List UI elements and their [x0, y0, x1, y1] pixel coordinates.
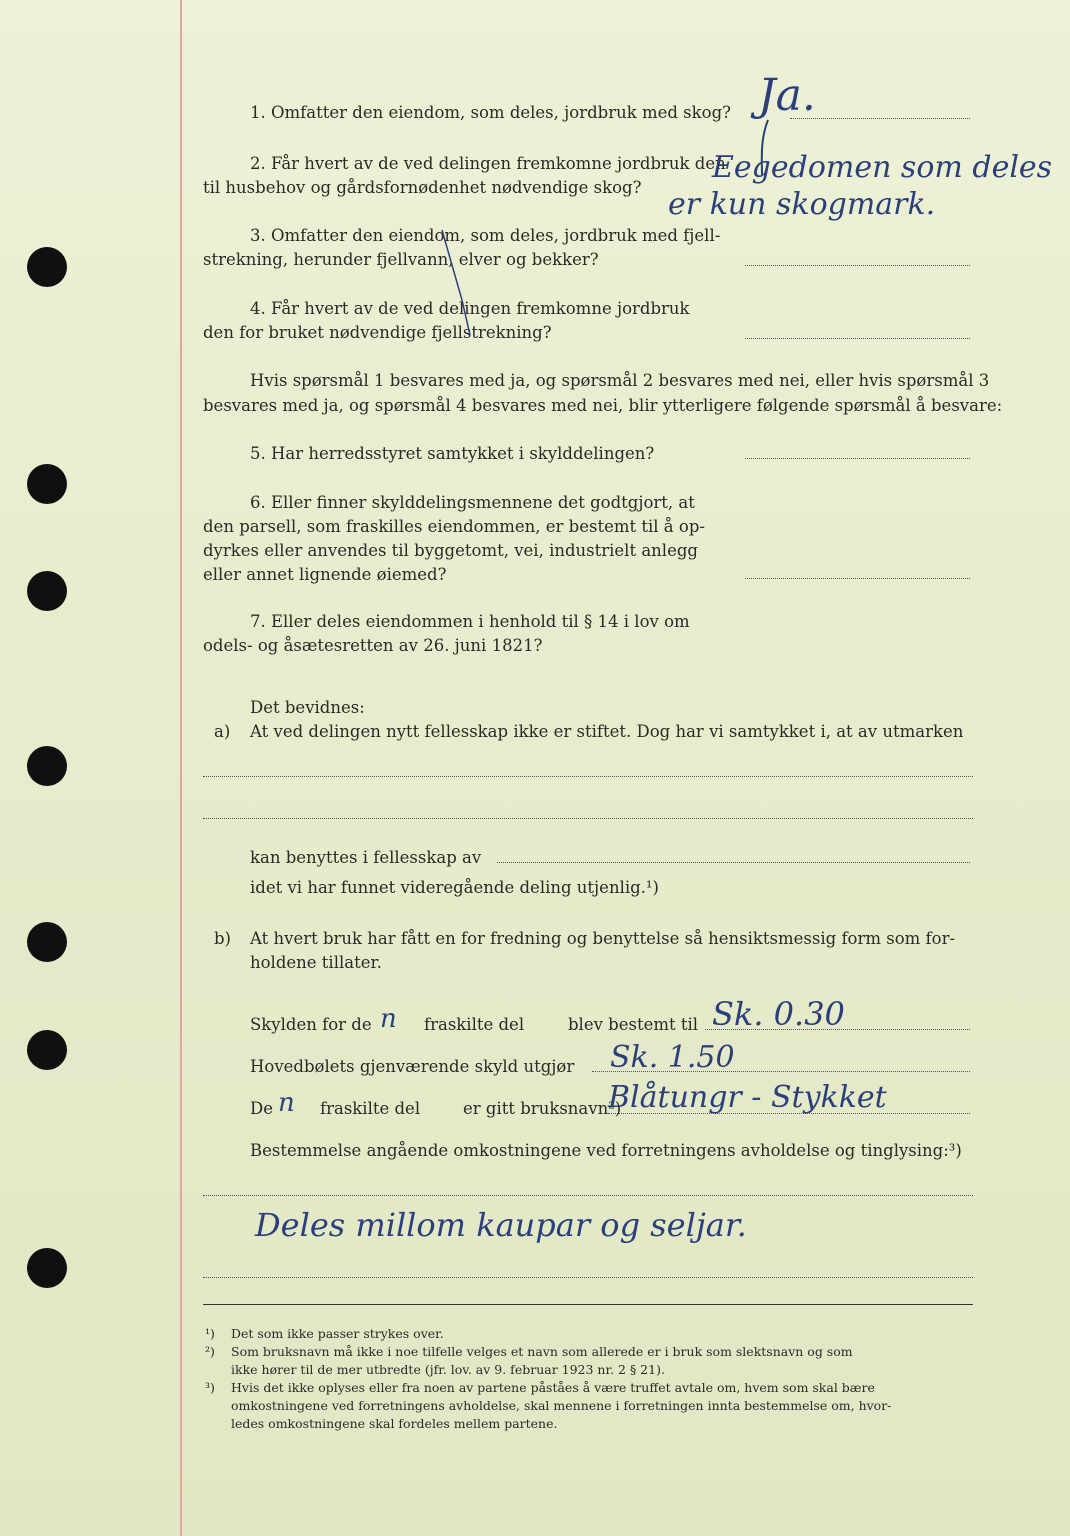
question-6-line-3: dyrkes eller anvendes til byggetomt, vei, industrielt anlegg	[203, 541, 698, 560]
navn-label-2: fraskilte del	[320, 1099, 421, 1118]
blank-line	[203, 818, 973, 819]
item-a-marker: a)	[214, 722, 231, 741]
skyld-label-1: Skylden for de	[250, 1015, 372, 1034]
footnote-1-marker: ¹)	[205, 1326, 215, 1341]
question-3-line-2: strekning, herunder fjellvann, elver og bekker?	[203, 250, 599, 269]
question-1: 1. Omfatter den eiendom, som deles, jordbruk med skog?	[250, 103, 731, 122]
question-4-line-2: den for bruket nødvendige fjellstrekning?	[203, 323, 552, 342]
navn-suffix-handwriting: n	[278, 1088, 295, 1118]
question-7-line-2: odels- og åsætesretten av 26. juni 1821?	[203, 636, 543, 655]
question-5: 5. Har herredsstyret samtykket i skylddelingen?	[250, 444, 655, 463]
item-a-reason: idet vi har funnet videregående deling utjenlig.¹)	[250, 878, 659, 897]
question-2-line-2: til husbehov og gårdsfornødenhet nødvendige skog?	[203, 178, 642, 197]
footnote-1: Det som ikke passer strykes over.	[231, 1326, 444, 1341]
item-b-marker: b)	[214, 929, 231, 948]
skyld-value-handwriting: Sk. 0.30	[712, 995, 845, 1033]
skyld-label-2: fraskilte del	[424, 1015, 525, 1034]
question-6-line-1: 6. Eller finner skylddelingsmennene det godtgjort, at	[250, 493, 695, 512]
answer-2-handwriting-line-2: er kun skogmark.	[668, 187, 936, 222]
navn-label-3: er gitt bruksnavn²)	[463, 1099, 622, 1118]
bruksnavn-handwriting: Blåtungr - Stykket	[608, 1080, 887, 1115]
answer-2-handwriting-line-1: Eegedomen som deles	[712, 150, 1053, 185]
footnote-rule	[203, 1304, 973, 1305]
footnote-2-line-1: Som bruksnavn må ikke i noe tilfelle velges et navn som allerede er i bruk som slektsnavn og som	[231, 1344, 853, 1359]
item-a-text: At ved delingen nytt fellesskap ikke er stiftet. Dog har vi samtykket i, at av utmarken	[250, 722, 964, 741]
blank-line	[203, 776, 973, 777]
hoved-label: Hovedbølets gjenværende skyld utgjør	[250, 1057, 575, 1076]
question-3-line-1: 3. Omfatter den eiendom, som deles, jordbruk med fjell-	[250, 226, 721, 245]
item-b-line-1: At hvert bruk har fått en for fredning og benyttelse så hensiktsmessig form som for-	[250, 929, 956, 948]
hoved-value-handwriting: Sk. 1.50	[610, 1040, 735, 1075]
answer-line-6	[745, 578, 970, 579]
navn-label-1: De	[250, 1099, 273, 1118]
condition-line-2: besvares med ja, og spørsmål 4 besvares med nei, blir ytterligere følgende spørsmål å besvare:	[203, 396, 1003, 415]
item-a-use: kan benyttes i fellesskap av	[250, 848, 482, 867]
question-4-line-1: 4. Får hvert av de ved delingen fremkomne jordbruk	[250, 299, 690, 318]
question-6-line-2: den parsell, som fraskilles eiendommen, er bestemt til å op-	[203, 517, 705, 536]
omkostninger-handwriting: Deles millom kaupar og seljar.	[255, 1206, 747, 1244]
skyld-label-3: blev bestemt til	[568, 1015, 699, 1034]
item-b-line-2: holdene tillater.	[250, 953, 382, 972]
skyld-suffix-handwriting: n	[380, 1004, 397, 1034]
answer-1-handwriting: Ja.	[758, 70, 816, 121]
condition-line-1: Hvis spørsmål 1 besvares med ja, og spørsmål 2 besvares med nei, eller hvis spørsmål 3	[250, 371, 990, 390]
blank-line	[203, 1195, 973, 1196]
question-6-line-4: eller annet lignende øiemed?	[203, 565, 447, 584]
certification-heading: Det bevidnes:	[250, 698, 365, 717]
footnote-3-line-2: omkostningene ved forretningens avholdelse, skal mennene i forretningen innta bestemmelse om, hvor-	[231, 1398, 892, 1413]
footnote-3-line-3: ledes omkostningene skal fordeles mellem partene.	[231, 1416, 558, 1431]
answer-line-5	[745, 458, 970, 459]
blank-line	[497, 862, 970, 863]
question-2-line-1: 2. Får hvert av de ved delingen fremkomne jordbruk den	[250, 154, 726, 173]
question-7-line-1: 7. Eller deles eiendommen i henhold til § 14 i lov om	[250, 612, 690, 631]
bestemmelse-label: Bestemmelse angående omkostningene ved forretningens avholdelse og tinglysing:³)	[250, 1141, 962, 1160]
blank-line	[203, 1277, 973, 1278]
footnote-2-marker: ²)	[205, 1344, 215, 1359]
footnote-3-marker: ³)	[205, 1380, 215, 1395]
footnote-3-line-1: Hvis det ikke oplyses eller fra noen av partene påståes å være truffet avtale om, hvem som skal bære	[231, 1380, 875, 1395]
footnote-2-line-2: ikke hører til de mer utbredte (jfr. lov. av 9. februar 1923 nr. 2 § 21).	[231, 1362, 665, 1377]
